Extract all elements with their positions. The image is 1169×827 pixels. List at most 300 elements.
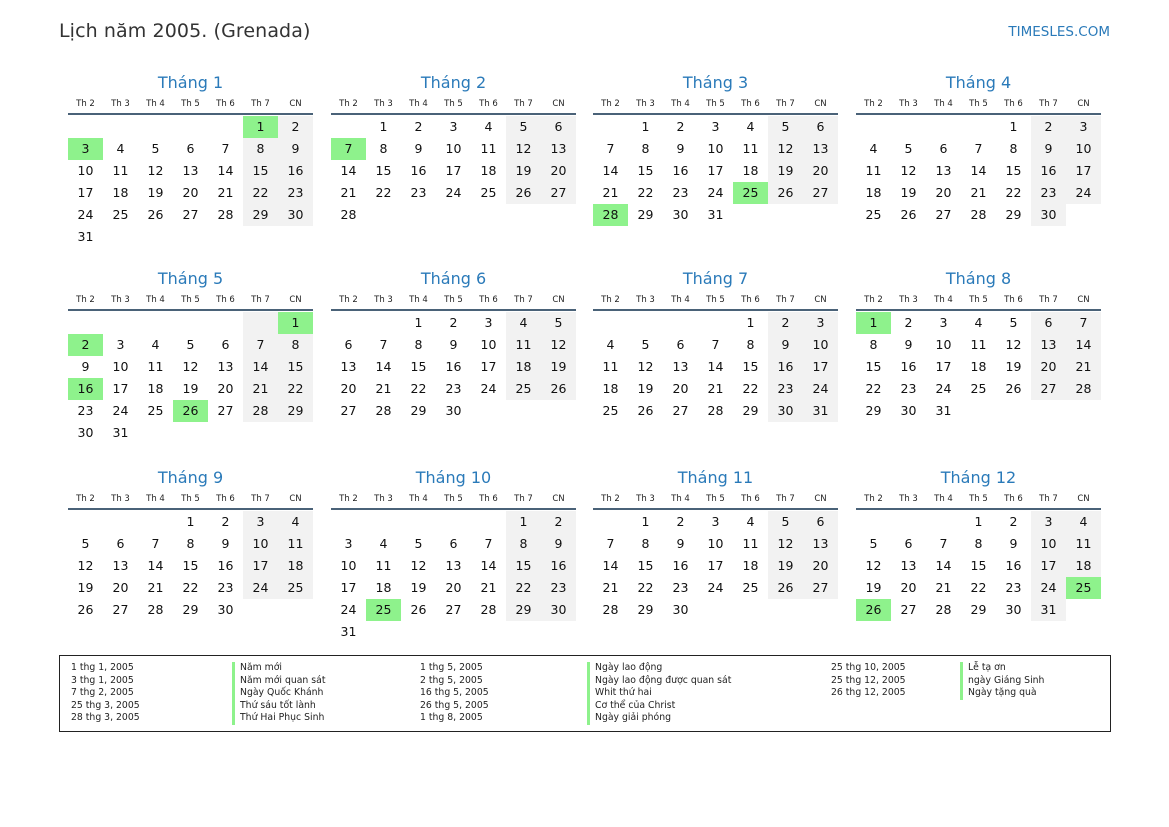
legend-holiday-name: Lễ tạ ơn [960, 662, 1044, 675]
day-cell: 20 [112, 580, 129, 595]
day-cell: 8 [414, 337, 423, 352]
day-cell: 2 [676, 514, 685, 529]
day-cell: 29 [637, 207, 654, 222]
empty-cell [471, 204, 506, 226]
day-cell: 9 [81, 359, 90, 374]
day-cell: 12 [77, 558, 94, 573]
weekday-label: Th 7 [776, 99, 795, 109]
day-cell: 31 [77, 229, 94, 244]
day-cell: 13 [1031, 334, 1066, 356]
month-block [593, 268, 838, 422]
day-cell: 18 [742, 558, 759, 573]
weekday-label: Th 2 [864, 295, 883, 305]
empty-cell [891, 116, 926, 138]
day-cell: 4 [379, 536, 388, 551]
day-cell: 12 [900, 163, 917, 178]
day-cell: 28 [147, 602, 164, 617]
weekday-header [68, 96, 313, 112]
weekday-label: Th 3 [111, 494, 130, 504]
day-cell: 8 [746, 337, 755, 352]
weekday-header [331, 292, 576, 308]
day-cell: 22 [506, 577, 541, 599]
day-cell: 19 [768, 160, 803, 182]
day-grid [331, 312, 576, 422]
weekday-label: Th 7 [251, 295, 270, 305]
day-cell: 21 [147, 580, 164, 595]
day-cell: 29 [865, 403, 882, 418]
day-cell: 8 [186, 536, 195, 551]
day-cell: 10 [243, 533, 278, 555]
weekday-label: CN [1077, 295, 1090, 305]
empty-cell [173, 226, 208, 248]
empty-cell [243, 422, 278, 444]
weekday-label: Th 4 [409, 494, 428, 504]
day-cell: 9 [1031, 138, 1066, 160]
day-cell: 30 [541, 599, 576, 621]
weekday-label: Th 6 [479, 99, 498, 109]
weekday-label: Th 3 [374, 295, 393, 305]
day-cell: 16 [541, 555, 576, 577]
holiday-day-cell: 3 [68, 138, 103, 160]
weekday-label: Th 2 [76, 295, 95, 305]
legend-dates-column [71, 662, 140, 725]
day-cell: 7 [974, 141, 983, 156]
weekday-label: Th 2 [76, 494, 95, 504]
day-cell: 14 [602, 163, 619, 178]
weekday-label: Th 4 [146, 99, 165, 109]
day-cell: 15 [278, 356, 313, 378]
empty-cell [103, 116, 138, 138]
day-cell: 2 [278, 116, 313, 138]
day-cell: 13 [803, 138, 838, 160]
empty-cell [103, 226, 138, 248]
month-title: Tháng 12 [940, 468, 1017, 487]
day-cell: 29 [637, 602, 654, 617]
day-cell: 5 [506, 116, 541, 138]
empty-cell [961, 116, 996, 138]
day-cell: 20 [541, 160, 576, 182]
day-grid [68, 511, 313, 621]
weekday-header [593, 292, 838, 308]
month-block [856, 268, 1101, 422]
day-cell: 11 [147, 359, 164, 374]
day-cell: 2 [1009, 514, 1018, 529]
empty-cell [138, 422, 173, 444]
day-cell: 5 [186, 337, 195, 352]
weekday-label: CN [814, 494, 827, 504]
day-cell: 30 [672, 602, 689, 617]
day-cell: 5 [151, 141, 160, 156]
month-title: Tháng 7 [682, 269, 749, 288]
day-cell: 31 [707, 207, 724, 222]
empty-cell [138, 226, 173, 248]
empty-cell [103, 511, 138, 533]
day-cell: 9 [768, 334, 803, 356]
day-cell: 2 [221, 514, 230, 529]
legend-holiday-name: Whit thứ hai [587, 687, 731, 700]
header-rule [593, 113, 838, 115]
day-cell: 21 [217, 185, 234, 200]
weekday-label: Th 7 [1039, 494, 1058, 504]
month-title: Tháng 3 [682, 73, 749, 92]
day-cell: 7 [151, 536, 160, 551]
day-cell: 3 [1031, 511, 1066, 533]
day-cell: 24 [707, 580, 724, 595]
day-cell: 14 [602, 558, 619, 573]
day-cell: 25 [147, 403, 164, 418]
month-block [68, 72, 313, 248]
day-cell: 11 [602, 359, 619, 374]
weekday-label: Th 6 [479, 494, 498, 504]
day-cell: 24 [445, 185, 462, 200]
holiday-day-cell: 28 [593, 204, 628, 226]
day-cell: 16 [900, 359, 917, 374]
day-cell: 25 [742, 580, 759, 595]
day-cell: 25 [480, 185, 497, 200]
empty-cell [996, 400, 1031, 422]
day-grid [856, 312, 1101, 422]
day-cell: 15 [865, 359, 882, 374]
day-cell: 4 [746, 514, 755, 529]
day-cell: 24 [480, 381, 497, 396]
day-cell: 29 [506, 599, 541, 621]
day-cell: 24 [707, 185, 724, 200]
day-cell: 27 [900, 602, 917, 617]
empty-cell [243, 226, 278, 248]
weekday-header [331, 96, 576, 112]
day-cell: 1 [379, 119, 388, 134]
day-cell: 13 [541, 138, 576, 160]
legend-holiday-name: Ngày tặng quà [960, 687, 1044, 700]
weekday-label: Th 4 [934, 494, 953, 504]
day-cell: 27 [182, 207, 199, 222]
day-cell: 2 [414, 119, 423, 134]
weekday-label: CN [289, 295, 302, 305]
day-cell: 26 [637, 403, 654, 418]
day-cell: 10 [77, 163, 94, 178]
day-cell: 22 [865, 381, 882, 396]
day-cell: 20 [1031, 356, 1066, 378]
day-cell: 10 [707, 141, 724, 156]
day-cell: 19 [865, 580, 882, 595]
day-cell: 10 [1031, 533, 1066, 555]
empty-cell [768, 599, 803, 621]
empty-cell [366, 511, 401, 533]
weekday-label: Th 7 [514, 494, 533, 504]
day-cell: 23 [541, 577, 576, 599]
day-cell: 9 [414, 141, 423, 156]
day-cell: 17 [77, 185, 94, 200]
weekday-label: Th 3 [899, 99, 918, 109]
header-rule [331, 113, 576, 115]
day-cell: 23 [77, 403, 94, 418]
day-cell: 28 [243, 400, 278, 422]
day-grid [856, 116, 1101, 226]
day-cell: 2 [676, 119, 685, 134]
day-cell: 2 [541, 511, 576, 533]
day-cell: 20 [803, 555, 838, 577]
legend-holiday-name: ngày Giáng Sinh [960, 675, 1044, 688]
day-cell: 15 [182, 558, 199, 573]
day-cell: 15 [375, 163, 392, 178]
day-cell: 8 [506, 533, 541, 555]
weekday-label: Th 2 [339, 494, 358, 504]
day-cell: 21 [243, 378, 278, 400]
weekday-label: CN [552, 494, 565, 504]
weekday-header [68, 292, 313, 308]
month-title: Tháng 10 [415, 468, 492, 487]
day-cell: 16 [445, 359, 462, 374]
day-cell: 24 [243, 577, 278, 599]
day-cell: 17 [480, 359, 497, 374]
weekday-label: Th 6 [1004, 494, 1023, 504]
day-cell: 19 [410, 580, 427, 595]
day-cell: 27 [217, 403, 234, 418]
day-cell: 4 [606, 337, 615, 352]
day-cell: 17 [340, 580, 357, 595]
weekday-label: Th 5 [706, 494, 725, 504]
weekday-label: CN [814, 295, 827, 305]
empty-cell [436, 511, 471, 533]
weekday-label: Th 7 [251, 494, 270, 504]
weekday-label: Th 3 [636, 99, 655, 109]
day-cell: 25 [865, 207, 882, 222]
day-cell: 6 [803, 511, 838, 533]
day-cell: 22 [243, 182, 278, 204]
empty-cell [243, 312, 278, 334]
day-cell: 12 [865, 558, 882, 573]
day-cell: 23 [278, 182, 313, 204]
empty-cell [593, 116, 628, 138]
empty-cell [436, 621, 471, 643]
day-cell: 24 [803, 378, 838, 400]
empty-cell [698, 312, 733, 334]
day-cell: 5 [541, 312, 576, 334]
holiday-day-cell: 25 [1066, 577, 1101, 599]
day-cell: 16 [672, 163, 689, 178]
legend-holiday-name: Ngày lao động [587, 662, 731, 675]
day-cell: 26 [1005, 381, 1022, 396]
legend-date: 1 thg 8, 2005 [420, 712, 483, 723]
empty-cell [366, 621, 401, 643]
day-cell: 3 [116, 337, 125, 352]
day-cell: 10 [1066, 138, 1101, 160]
day-cell: 7 [606, 141, 615, 156]
weekday-label: Th 5 [181, 494, 200, 504]
weekday-label: Th 7 [251, 99, 270, 109]
holiday-day-cell: 1 [856, 312, 891, 334]
legend-date: 26 thg 5, 2005 [420, 699, 489, 711]
header-rule [68, 508, 313, 510]
day-cell: 31 [935, 403, 952, 418]
empty-cell [541, 621, 576, 643]
weekday-label: Th 6 [741, 295, 760, 305]
empty-cell [471, 511, 506, 533]
day-cell: 10 [340, 558, 357, 573]
month-block [68, 467, 313, 621]
day-cell: 6 [116, 536, 125, 551]
day-cell: 5 [904, 141, 913, 156]
day-cell: 21 [707, 381, 724, 396]
empty-cell [506, 621, 541, 643]
day-cell: 8 [278, 334, 313, 356]
site-link[interactable]: TIMESLES.COM [1008, 24, 1110, 40]
legend-date: 7 thg 2, 2005 [71, 687, 134, 698]
weekday-label: Th 3 [899, 295, 918, 305]
weekday-label: Th 7 [776, 295, 795, 305]
weekday-label: Th 6 [216, 295, 235, 305]
weekday-label: Th 7 [514, 295, 533, 305]
weekday-label: Th 5 [444, 99, 463, 109]
day-cell: 8 [641, 141, 650, 156]
empty-cell [366, 204, 401, 226]
day-cell: 18 [506, 356, 541, 378]
legend-date: 25 thg 3, 2005 [71, 699, 140, 711]
weekday-label: Th 3 [374, 99, 393, 109]
day-cell: 23 [768, 378, 803, 400]
day-cell: 5 [81, 536, 90, 551]
day-cell: 29 [278, 400, 313, 422]
month-title: Tháng 4 [945, 73, 1012, 92]
day-grid [331, 511, 576, 643]
day-cell: 12 [541, 334, 576, 356]
empty-cell [68, 312, 103, 334]
month-title: Tháng 2 [420, 73, 487, 92]
weekday-label: Th 4 [146, 494, 165, 504]
empty-cell [803, 204, 838, 226]
day-cell: 18 [147, 381, 164, 396]
day-cell: 19 [900, 185, 917, 200]
day-cell: 30 [1005, 602, 1022, 617]
day-cell: 25 [970, 381, 987, 396]
day-cell: 28 [480, 602, 497, 617]
day-cell: 4 [278, 511, 313, 533]
legend-date: 25 thg 10, 2005 [831, 662, 906, 673]
day-cell: 9 [1009, 536, 1018, 551]
weekday-label: Th 2 [601, 295, 620, 305]
legend-date: 16 thg 5, 2005 [420, 687, 489, 698]
day-cell: 7 [221, 141, 230, 156]
day-cell: 26 [768, 577, 803, 599]
empty-cell [278, 599, 313, 621]
day-cell: 24 [1066, 182, 1101, 204]
weekday-label: Th 4 [934, 295, 953, 305]
weekday-label: Th 4 [934, 99, 953, 109]
weekday-label: Th 7 [514, 99, 533, 109]
day-cell: 21 [480, 580, 497, 595]
day-cell: 13 [112, 558, 129, 573]
day-cell: 24 [112, 403, 129, 418]
legend-holiday-name: Cơ thể của Christ [587, 700, 731, 713]
day-cell: 29 [410, 403, 427, 418]
weekday-label: Th 6 [741, 99, 760, 109]
day-cell: 1 [414, 315, 423, 330]
legend-names-column [587, 662, 731, 725]
header-rule [593, 508, 838, 510]
day-cell: 2 [1031, 116, 1066, 138]
empty-cell [856, 511, 891, 533]
weekday-label: CN [552, 99, 565, 109]
weekday-label: Th 6 [1004, 295, 1023, 305]
holiday-day-cell: 1 [243, 116, 278, 138]
weekday-label: Th 6 [479, 295, 498, 305]
day-cell: 27 [803, 577, 838, 599]
weekday-label: CN [1077, 494, 1090, 504]
header-rule [856, 113, 1101, 115]
day-cell: 27 [541, 182, 576, 204]
day-cell: 15 [742, 359, 759, 374]
weekday-label: Th 5 [969, 295, 988, 305]
month-block [331, 268, 576, 422]
day-cell: 11 [375, 558, 392, 573]
day-cell: 5 [641, 337, 650, 352]
day-cell: 26 [410, 602, 427, 617]
empty-cell [856, 116, 891, 138]
day-cell: 14 [340, 163, 357, 178]
day-cell: 20 [445, 580, 462, 595]
weekday-label: CN [814, 99, 827, 109]
day-cell: 14 [217, 163, 234, 178]
weekday-header [68, 491, 313, 507]
day-cell: 16 [278, 160, 313, 182]
day-cell: 11 [865, 163, 882, 178]
day-cell: 25 [278, 577, 313, 599]
weekday-label: Th 2 [601, 494, 620, 504]
empty-cell [278, 422, 313, 444]
holiday-day-cell: 25 [366, 599, 401, 621]
day-cell: 27 [340, 403, 357, 418]
day-cell: 20 [217, 381, 234, 396]
day-grid [593, 312, 838, 422]
day-cell: 24 [340, 602, 357, 617]
weekday-label: Th 7 [776, 494, 795, 504]
weekday-label: CN [289, 99, 302, 109]
empty-cell [803, 599, 838, 621]
weekday-label: Th 5 [444, 494, 463, 504]
day-cell: 27 [935, 207, 952, 222]
day-grid [593, 511, 838, 621]
weekday-header [856, 292, 1101, 308]
empty-cell [593, 511, 628, 533]
day-cell: 18 [1066, 555, 1101, 577]
empty-cell [68, 511, 103, 533]
empty-cell [471, 621, 506, 643]
weekday-label: Th 3 [636, 295, 655, 305]
day-cell: 6 [344, 337, 353, 352]
day-cell: 8 [243, 138, 278, 160]
day-cell: 3 [484, 315, 493, 330]
weekday-label: Th 5 [969, 494, 988, 504]
day-cell: 17 [803, 356, 838, 378]
day-cell: 28 [970, 207, 987, 222]
legend-holiday-name: Năm mới [232, 662, 325, 675]
legend-holiday-name: Thứ sáu tốt lành [232, 700, 325, 713]
day-cell: 13 [900, 558, 917, 573]
day-cell: 9 [449, 337, 458, 352]
day-cell: 12 [182, 359, 199, 374]
day-cell: 30 [768, 400, 803, 422]
day-cell: 7 [379, 337, 388, 352]
header-rule [856, 508, 1101, 510]
day-cell: 14 [707, 359, 724, 374]
day-cell: 8 [869, 337, 878, 352]
day-cell: 17 [707, 558, 724, 573]
empty-cell [1031, 400, 1066, 422]
empty-cell [628, 312, 663, 334]
empty-cell [173, 422, 208, 444]
day-cell: 16 [410, 163, 427, 178]
day-cell: 13 [182, 163, 199, 178]
